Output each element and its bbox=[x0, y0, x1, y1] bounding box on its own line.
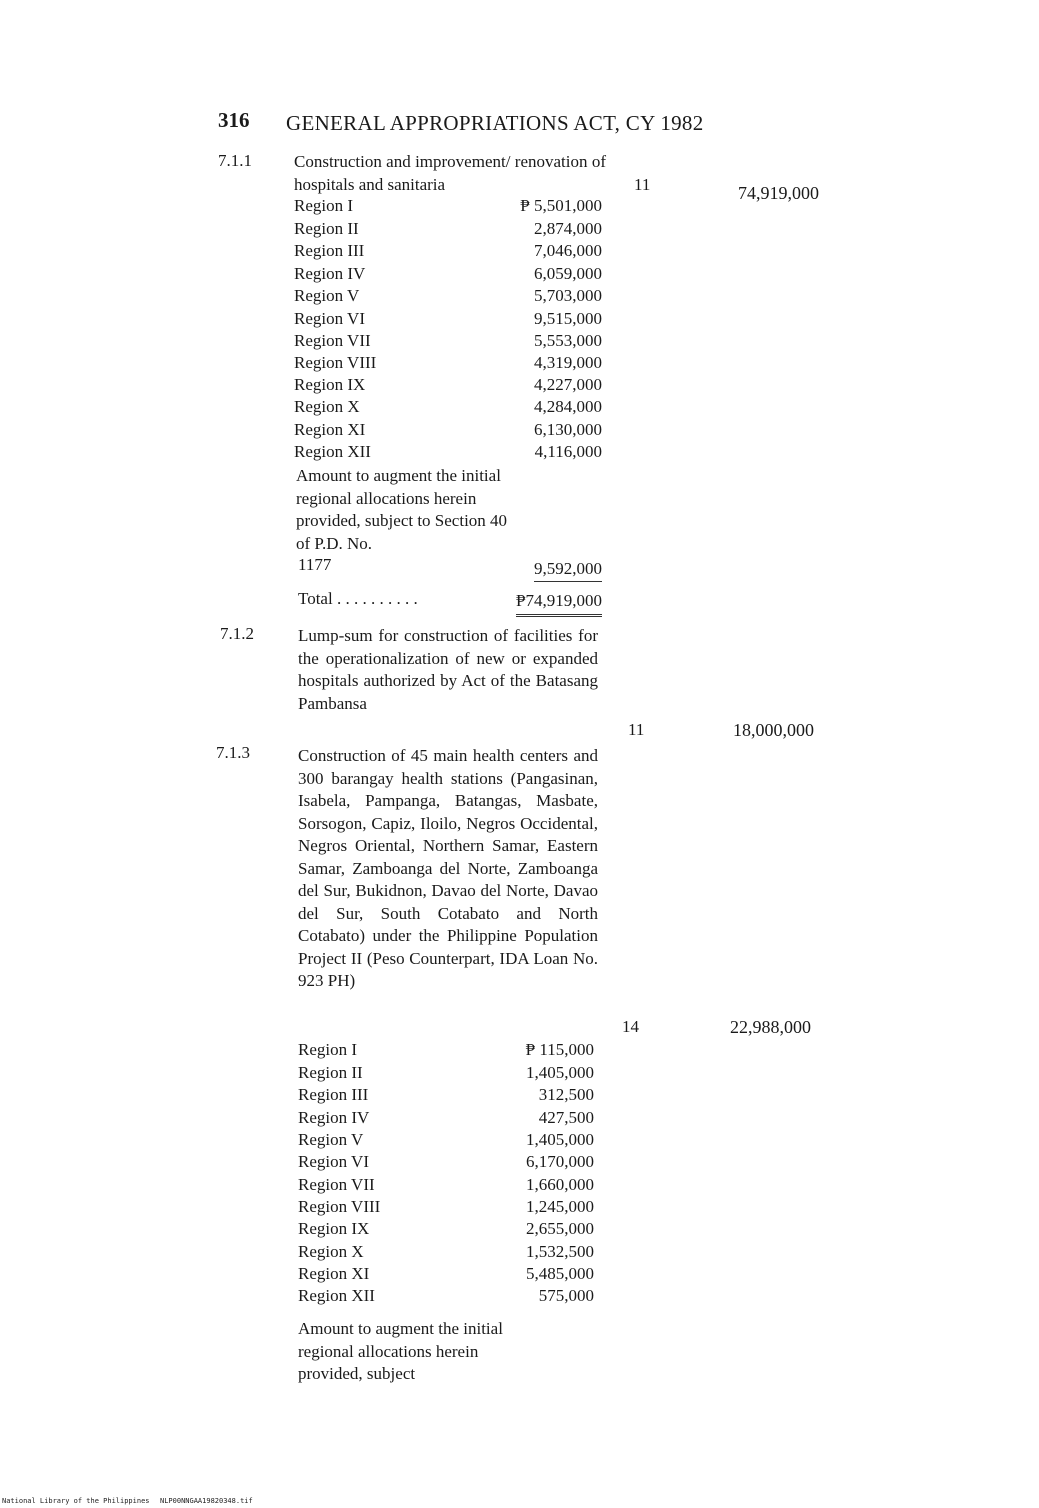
region-amount: 1,532,500 bbox=[526, 1242, 594, 1261]
item-column-a-7-1-3: 14 bbox=[622, 1017, 639, 1036]
region-label: Region VIII bbox=[294, 353, 377, 372]
region-label: Region XI bbox=[294, 420, 366, 439]
item-description-7-1-3: Construction of 45 main health centers and 300 barangay health stations (Pangasinan, Isabela, Pampanga, Batangas, Masbate, Sorsogon, Capiz, Iloilo, Negros Occidental, Negros Oriental, Northern Samar, Eastern Samar, Zamboanga del Norte, Zamboanga del Sur, Bukidnon, Davao del Norte, Davao del Sur, South Cotabato and North Cotabato) under the Philippine Population Project II (Peso Counterpart, IDA Loan No. 923 PH) bbox=[298, 746, 598, 990]
item-code-7-1-1: 7.1.1 bbox=[218, 151, 252, 170]
item-column-a-7-1-2: 11 bbox=[628, 720, 645, 739]
region-row bbox=[298, 1130, 594, 1152]
region-label: Region X bbox=[298, 1242, 364, 1261]
item-amount-7-1-2: 18,000,000 bbox=[733, 720, 814, 740]
region-row bbox=[298, 1242, 594, 1264]
total-amount-7-1-1: ₱74,919,000 bbox=[516, 591, 602, 617]
region-amount: 1,405,000 bbox=[526, 1130, 594, 1149]
region-amount: 5,703,000 bbox=[534, 286, 602, 305]
item-code-7-1-3: 7.1.3 bbox=[216, 743, 250, 762]
region-amount: ₱ 115,000 bbox=[525, 1040, 594, 1059]
region-amount: 2,655,000 bbox=[526, 1219, 594, 1238]
region-row bbox=[294, 241, 602, 263]
region-amount: 312,500 bbox=[538, 1085, 594, 1104]
region-label: Region IV bbox=[298, 1108, 370, 1127]
region-row bbox=[294, 397, 602, 419]
region-label: Region III bbox=[298, 1085, 369, 1104]
region-amount: ₱ 5,501,000 bbox=[520, 196, 602, 215]
region-row bbox=[298, 1085, 594, 1107]
region-label: Region XII bbox=[298, 1286, 375, 1305]
page-title: GENERAL APPROPRIATIONS ACT, CY 1982 bbox=[286, 111, 704, 135]
region-row bbox=[298, 1219, 594, 1241]
region-amount: 1,245,000 bbox=[526, 1197, 594, 1216]
region-row bbox=[298, 1152, 594, 1174]
region-row bbox=[294, 420, 602, 442]
region-amount: 4,319,000 bbox=[534, 353, 602, 372]
page-number: 316 bbox=[218, 108, 250, 132]
region-amount: 9,515,000 bbox=[534, 309, 602, 328]
region-row bbox=[294, 353, 602, 375]
region-row bbox=[298, 1286, 594, 1308]
region-amount: 5,553,000 bbox=[534, 331, 602, 350]
region-amount: 1,660,000 bbox=[526, 1175, 594, 1194]
augment-text-7-1-3: Amount to augment the initial regional allocations herein provided, subject bbox=[298, 1319, 503, 1383]
region-amount: 427,500 bbox=[538, 1108, 594, 1127]
region-row bbox=[294, 331, 602, 353]
item-column-a-7-1-1: 11 bbox=[634, 175, 651, 194]
augment-text-7-1-1: Amount to augment the initial regional allocations herein provided, subject to Section 40 of P.D. No. bbox=[296, 466, 508, 553]
augment-amount-7-1-1: 9,592,000 bbox=[534, 559, 602, 582]
augment-last-line-7-1-1: 1177 bbox=[298, 555, 332, 574]
region-amount: 4,284,000 bbox=[534, 397, 602, 416]
region-row bbox=[298, 1063, 594, 1085]
region-label: Region XII bbox=[294, 442, 371, 461]
region-row bbox=[294, 309, 602, 331]
region-row bbox=[294, 219, 602, 241]
region-label: Region II bbox=[294, 219, 359, 238]
region-row bbox=[294, 264, 602, 286]
item-description-7-1-2: Lump-sum for construction of facilities for the operationalization of new or expanded hospitals authorized by Act of the Batasang Pambansa bbox=[298, 626, 598, 713]
item-description-7-1-1: Construction and improvement/ renovation of hospitals and sanitaria bbox=[294, 152, 606, 194]
region-row bbox=[298, 1197, 594, 1219]
region-row bbox=[298, 1264, 594, 1286]
region-row bbox=[294, 375, 602, 397]
item-amount-7-1-1: 74,919,000 bbox=[738, 183, 819, 203]
region-label: Region III bbox=[294, 241, 365, 260]
region-label: Region XI bbox=[298, 1264, 370, 1283]
region-amount: 4,116,000 bbox=[534, 442, 602, 461]
total-label-7-1-1: Total . . . . . . . . . . bbox=[298, 589, 418, 608]
region-label: Region X bbox=[294, 397, 360, 416]
region-label: Region I bbox=[294, 196, 354, 215]
region-amount: 2,874,000 bbox=[534, 219, 602, 238]
region-row bbox=[294, 196, 602, 218]
footer-source: National Library of the Philippines bbox=[2, 1497, 150, 1505]
region-amount: 1,405,000 bbox=[526, 1063, 594, 1082]
region-amount: 575,000 bbox=[538, 1286, 594, 1305]
region-label: Region VII bbox=[294, 331, 371, 350]
region-amount: 6,059,000 bbox=[534, 264, 602, 283]
region-amount: 7,046,000 bbox=[534, 241, 602, 260]
item-code-7-1-2: 7.1.2 bbox=[220, 624, 254, 643]
region-label: Region IV bbox=[294, 264, 366, 283]
region-amount: 5,485,000 bbox=[526, 1264, 594, 1283]
region-label: Region II bbox=[298, 1063, 363, 1082]
region-amount: 4,227,000 bbox=[534, 375, 602, 394]
region-amount: 6,170,000 bbox=[526, 1152, 594, 1171]
region-label: Region VIII bbox=[298, 1197, 381, 1216]
item-amount-7-1-3: 22,988,000 bbox=[730, 1017, 811, 1037]
region-label: Region VI bbox=[298, 1152, 369, 1171]
region-row bbox=[294, 442, 602, 464]
region-label: Region VI bbox=[294, 309, 365, 328]
region-row bbox=[298, 1175, 594, 1197]
region-label: Region V bbox=[298, 1130, 364, 1149]
region-label: Region I bbox=[298, 1040, 358, 1059]
region-amount: 6,130,000 bbox=[534, 420, 602, 439]
footer-file-id: NLP00NNGAA19820348.tif bbox=[160, 1497, 253, 1505]
region-label: Region IX bbox=[298, 1219, 370, 1238]
region-row bbox=[298, 1040, 594, 1062]
region-row bbox=[298, 1108, 594, 1130]
region-label: Region V bbox=[294, 286, 360, 305]
region-row bbox=[294, 286, 602, 308]
region-label: Region IX bbox=[294, 375, 366, 394]
region-label: Region VII bbox=[298, 1175, 375, 1194]
